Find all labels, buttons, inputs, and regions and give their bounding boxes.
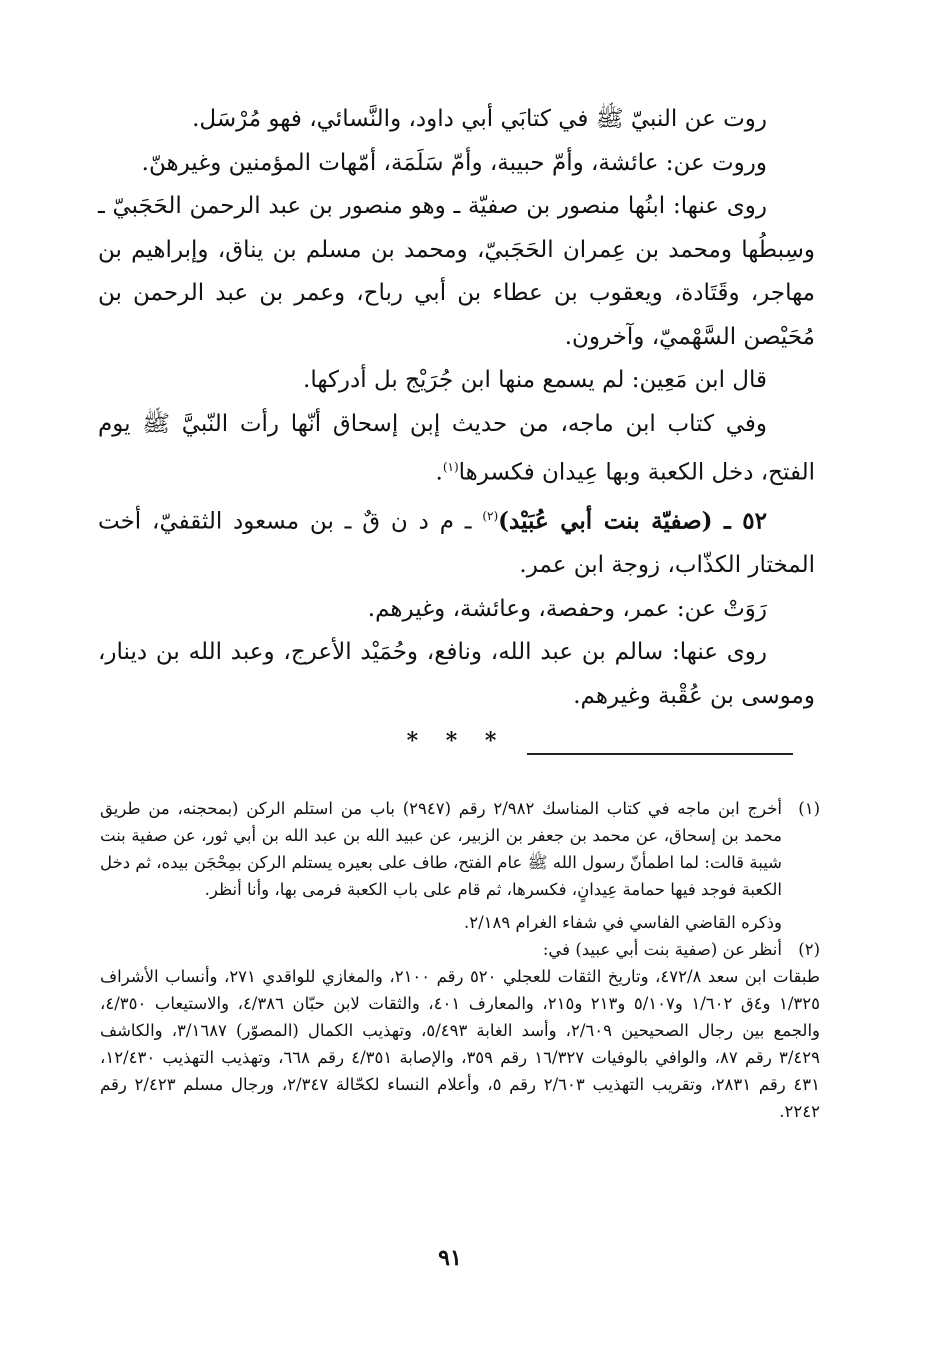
footnote-2-body: طبقات ابن سعد ٤٧٢/٨، وتاريخ الثقات للعجلي ٥٢٠ رقم ٢١٠٠، والمغازي للواقدي ٢٧١، وأنساب الأشراف ١/٣٢٥ و٤ق ١/٦٠٢ و٥/١٠٧ و٢١٣ و٢١٥، والمعارف ٤٠١، والثقات لابن حبّان ٤/٣٨٦، والاستيعاب ٤/٣٥٠، والجمع بين رجال الصحيحين ٢/٦٠٩، وأسد الغابة ٥/٤٩٣، وتهذيب الكمال (المصوّر) ٣/١٦٨٧، والكاشف ٣/٤٢٩ رقم ٨٧، والوافي بالوفيات ١٦/٣٢٧ رقم ٣٥٩، والإصابة ٤/٣٥١ رقم ٦٦٨، وتهذيب التهذيب ١٢/٤٣٠، ٤٣١ رقم ٢٨٣١، وتقريب التهذيب ٢/٦٠٣ رقم ٥، وأعلام النساء لكحّالة ٢/٣٤٧، ورجال مسلم ٢/٤٢٣ رقم ٢٢٤٢. xyxy=(100,967,821,1121)
line-rawat: رَوَتْ عن: عمر، وحفصة، وعائشة، وغيرهم. xyxy=(367,595,767,622)
main-text xyxy=(98,98,815,764)
footnote-separator xyxy=(527,753,793,755)
line-rawat-an: وروت عن: عائشة، وأمّ حبيبة، وأمّ سَلَمَة، أمّهات المؤمنين وغيرهنّ. xyxy=(141,149,767,176)
line-rawa: روى عنها: سالم بن عبد الله، ونافع، وحُمَيْد الأعرج، وعبد الله بن دينار، وموسى بن عُقْبة وغيرهم. xyxy=(98,639,815,709)
line-rawa-anha: روى عنها: ابنُها منصور بن صفيّة ـ وهو منصور بن عبد الرحمن الحَجَبيّ ـ وسِبطُها ومحمد بن عِمران الحَجَبيّ، ومحمد بن مسلم بن يناق، وإبراهيم بن مهاجر، وقَتَادة، ويعقوب بن عطاء بن أبي رباح، وعمر بن عبد الرحمن بن مُحَيْصن السَّهْميّ، وآخرون. xyxy=(98,193,815,350)
page-number: ٩١ xyxy=(438,1245,462,1271)
line-ibn-main: قال ابن مَعِين: لم يسمع منها ابن جُرَيْج بل أدركها. xyxy=(303,367,767,393)
entry-title: ٥٢ ـ (صفيّة بنت أبي عُبَيْد) xyxy=(498,507,767,535)
footnote-ref-1[interactable]: (١) xyxy=(442,460,459,474)
footnote-2-number: (٢) xyxy=(798,940,820,959)
ibn-majah-text: وفي كتاب ابن ماجه، من حديث إبن إسحاق أنّها رأت النّبيَّ ﷺ يوم الفتح، دخل الكعبة وبها عِيدان فكسرها xyxy=(98,410,815,486)
footnote-1-number: (١) xyxy=(798,799,820,818)
footnote-ref-2[interactable]: (٢) xyxy=(482,509,499,524)
footnote-2 xyxy=(100,936,820,963)
footnotes xyxy=(100,795,820,1125)
entry-52 xyxy=(98,495,815,588)
entry-description: ـ م د ن قٌ ـ بن مسعود الثقفيّ، أخت المختار الكذّاب، زوجة ابن عمر. xyxy=(98,508,815,579)
footnote-1-text: أخرج ابن ماجه في كتاب المناسك ٢/٩٨٢ رقم (٢٩٤٧) باب من استلم الركن (بمحجنه، من طريق محمد بن إسحاق، عن محمد بن جعفر بن الزبير، عن عبيد الله بن عبد الله بن أبي ثور، عن صفية بنت شيبة قالت: لما اطمأنّ رسول الله ﷺ عام الفتح، طاف على بعيره يستلم الركن بمِحْجَن بيده، ثم دخل الكعبة فوجد فيها حمامة عِيدانٍ، فكسرها، ثم قام على باب الكعبة فرمى بها، وأنا أنظر. xyxy=(100,799,782,899)
section-stars: * * * xyxy=(406,728,507,755)
line-mursal: روت عن النبيّ ﷺ في كتابَي أبي داود، والنَّسائي، فهو مُرْسَل. xyxy=(192,106,767,132)
footnote-1-continuation: وذكره القاضي الفاسي في شفاء الغرام ٢/١٨٩. xyxy=(463,913,782,932)
footnote-1 xyxy=(100,795,820,903)
footnote-2-text: أنظر عن (صفية بنت أبي عبيد) في: xyxy=(542,940,782,959)
line-ibn-majah: وفي كتاب ابن ماجه، من حديث إبن إسحاق أنّها رأت النّبيَّ ﷺ يوم الفتح، دخل الكعبة وبها عِيدان فكسرها$^{(١)}$. xyxy=(98,410,815,486)
